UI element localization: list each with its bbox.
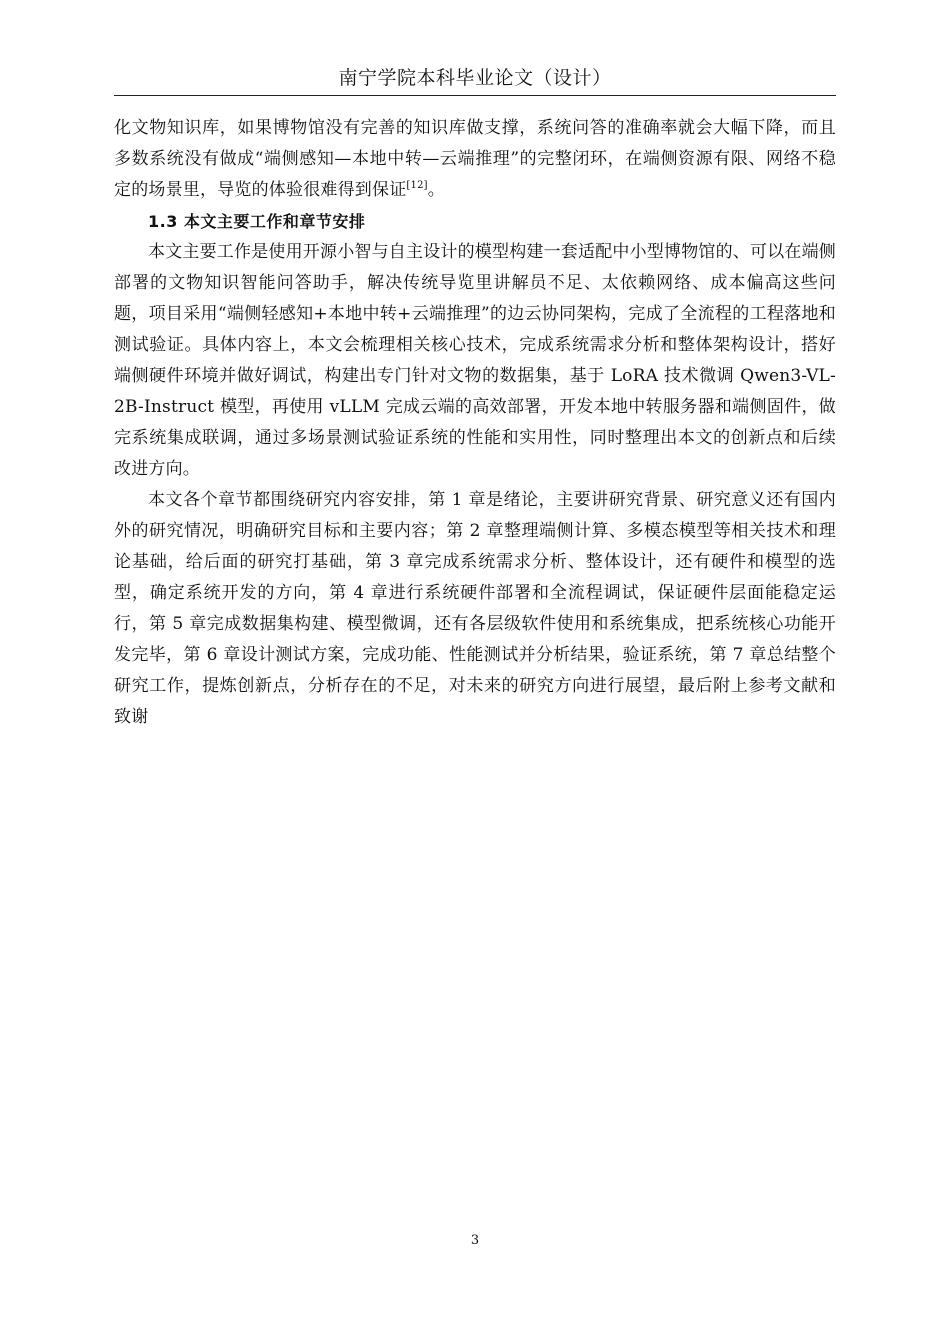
header-title: 南宁学院本科毕业论文（设计） xyxy=(338,67,612,89)
running-header xyxy=(114,63,836,96)
page-number: 3 xyxy=(470,1233,480,1248)
section-heading: 1.3 本文主要工作和章节安排 xyxy=(148,212,366,231)
continuation-text: 化文物知识库，如果博物馆没有完善的知识库做支撑，系统问答的准确率就会大幅下降，而且多数系统没有做成“端侧感知—本地中转—云端推理”的完整闭环，在端侧资源有限、网络不稳定的场景里，导览的体验很难得到保证 xyxy=(114,118,836,200)
citation-reference: [12] xyxy=(406,180,428,191)
page-body xyxy=(114,113,836,733)
continuation-paragraph xyxy=(114,113,836,206)
chapter-arrangement-paragraph: 本文各个章节都围绕研究内容安排，第 1 章是绪论，主要讲研究背景、研究意义还有国内外的研究情况，明确研究目标和主要内容；第 2 章整理端侧计算、多模态模型等相关技术和理论基础，给后面的研究打基础，第 3 章完成系统需求分析、整体设计，还有硬件和模型的选型，确定系统开发的方向，第 4 章进行系统硬件部署和全流程调试，保证硬件层面能稳定运行，第 5 章完成数据集构建、模型微调，还有各层级软件使用和系统集成，把系统核心功能开发完毕，第 6 章设计测试方案，完成功能、性能测试并分析结果，验证系统，第 7 章总结整个研究工作，提炼创新点，分析存在的不足，对未来的研究方向进行展望，最后附上参考文献和致谢 xyxy=(114,490,836,727)
continuation-end-mark: 。 xyxy=(427,180,445,200)
main-work-paragraph: 本文主要工作是使用开源小智与自主设计的模型构建一套适配中小型博物馆的、可以在端侧部署的文物知识智能问答助手，解决传统导览里讲解员不足、太依赖网络、成本偏高这些问题，项目采用“端侧轻感知+本地中转+云端推理”的边云协同架构，完成了全流程的工程落地和测试验证。具体内容上，本文会梳理相关核心技术，完成系统需求分析和整体架构设计，搭好端侧硬件环境并做好调试，构建出专门针对文物的数据集，基于 LoRA 技术微调 Qwen3-VL-2B-Instruct 模型，再使用 vLLM 完成云端的高效部署，开发本地中转服务器和端侧固件，做完系统集成联调，通过多场景测试验证系统的性能和实用性，同时整理出本文的创新点和后续改进方向。 xyxy=(114,242,836,479)
